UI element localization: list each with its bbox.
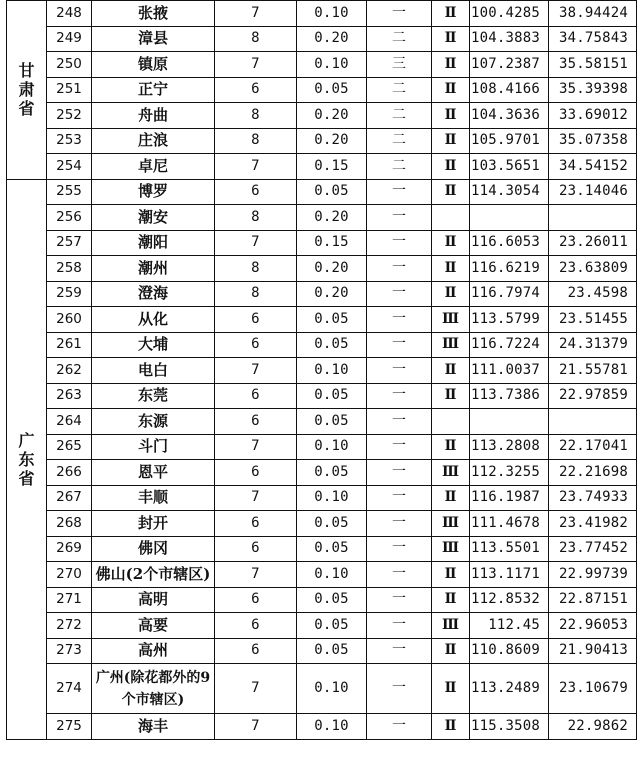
longitude: 113.1171 bbox=[470, 562, 549, 588]
row-number: 274 bbox=[47, 664, 92, 714]
design-group: 一 bbox=[367, 638, 432, 664]
table-row bbox=[7, 714, 637, 740]
design-group: 二 bbox=[367, 154, 432, 180]
row-number: 264 bbox=[47, 409, 92, 435]
latitude: 22.97859 bbox=[549, 383, 637, 409]
table-row bbox=[7, 128, 637, 154]
site-class: Ⅲ bbox=[432, 332, 470, 358]
table-row bbox=[7, 485, 637, 511]
design-acceleration: 0.05 bbox=[297, 383, 367, 409]
latitude: 35.58151 bbox=[549, 52, 637, 78]
row-number: 267 bbox=[47, 485, 92, 511]
table-row bbox=[7, 383, 637, 409]
city-name: 从化 bbox=[92, 307, 215, 333]
design-acceleration: 0.05 bbox=[297, 332, 367, 358]
design-group: 一 bbox=[367, 256, 432, 282]
seismic-intensity: 7 bbox=[215, 714, 297, 740]
table-row bbox=[7, 1, 637, 27]
row-number: 266 bbox=[47, 460, 92, 486]
design-acceleration: 0.05 bbox=[297, 511, 367, 537]
design-group: 一 bbox=[367, 205, 432, 231]
row-number: 275 bbox=[47, 714, 92, 740]
longitude: 116.6219 bbox=[470, 256, 549, 282]
table-row bbox=[7, 562, 637, 588]
latitude: 33.69012 bbox=[549, 103, 637, 129]
province-name bbox=[7, 1, 47, 180]
seismic-intensity: 6 bbox=[215, 536, 297, 562]
city-name: 广州(除花都外的9个市辖区) bbox=[92, 664, 215, 714]
site-class: Ⅱ bbox=[432, 154, 470, 180]
seismic-intensity: 7 bbox=[215, 358, 297, 384]
design-acceleration: 0.05 bbox=[297, 587, 367, 613]
row-number: 252 bbox=[47, 103, 92, 129]
latitude: 35.07358 bbox=[549, 128, 637, 154]
longitude: 110.8609 bbox=[470, 638, 549, 664]
table-row bbox=[7, 511, 637, 537]
seismic-intensity: 6 bbox=[215, 460, 297, 486]
city-name: 正宁 bbox=[92, 77, 215, 103]
design-acceleration: 0.20 bbox=[297, 128, 367, 154]
seismic-intensity: 6 bbox=[215, 638, 297, 664]
table-row bbox=[7, 664, 637, 714]
site-class: Ⅱ bbox=[432, 1, 470, 27]
province-name bbox=[7, 179, 47, 739]
row-number: 256 bbox=[47, 205, 92, 231]
city-name: 斗门 bbox=[92, 434, 215, 460]
row-number: 271 bbox=[47, 587, 92, 613]
row-number: 259 bbox=[47, 281, 92, 307]
design-acceleration: 0.10 bbox=[297, 485, 367, 511]
design-group: 二 bbox=[367, 26, 432, 52]
design-group: 一 bbox=[367, 587, 432, 613]
longitude: 113.7386 bbox=[470, 383, 549, 409]
row-number: 257 bbox=[47, 230, 92, 256]
design-acceleration: 0.10 bbox=[297, 1, 367, 27]
longitude: 104.3883 bbox=[470, 26, 549, 52]
city-name: 丰顺 bbox=[92, 485, 215, 511]
site-class: Ⅱ bbox=[432, 230, 470, 256]
province-label: 广东省 bbox=[18, 430, 35, 488]
city-name: 海丰 bbox=[92, 714, 215, 740]
design-acceleration: 0.05 bbox=[297, 536, 367, 562]
city-name: 东莞 bbox=[92, 383, 215, 409]
design-acceleration: 0.05 bbox=[297, 460, 367, 486]
design-group: 一 bbox=[367, 434, 432, 460]
table-row bbox=[7, 434, 637, 460]
design-acceleration: 0.05 bbox=[297, 179, 367, 205]
site-class: Ⅲ bbox=[432, 613, 470, 639]
site-class: Ⅱ bbox=[432, 179, 470, 205]
latitude: 22.21698 bbox=[549, 460, 637, 486]
longitude: 100.4285 bbox=[470, 1, 549, 27]
design-acceleration: 0.05 bbox=[297, 409, 367, 435]
row-number: 270 bbox=[47, 562, 92, 588]
seismic-intensity: 6 bbox=[215, 613, 297, 639]
latitude: 23.41982 bbox=[549, 511, 637, 537]
city-name: 潮安 bbox=[92, 205, 215, 231]
city-name: 封开 bbox=[92, 511, 215, 537]
design-group: 一 bbox=[367, 536, 432, 562]
row-number: 248 bbox=[47, 1, 92, 27]
design-group: 一 bbox=[367, 230, 432, 256]
latitude: 22.99739 bbox=[549, 562, 637, 588]
design-acceleration: 0.20 bbox=[297, 256, 367, 282]
longitude: 116.6053 bbox=[470, 230, 549, 256]
site-class: Ⅱ bbox=[432, 638, 470, 664]
table-row bbox=[7, 536, 637, 562]
design-group: 一 bbox=[367, 562, 432, 588]
table-row bbox=[7, 52, 637, 78]
latitude: 21.90413 bbox=[549, 638, 637, 664]
design-acceleration: 0.10 bbox=[297, 358, 367, 384]
design-group: 一 bbox=[367, 511, 432, 537]
latitude: 23.14046 bbox=[549, 179, 637, 205]
design-group: 一 bbox=[367, 460, 432, 486]
seismic-intensity: 6 bbox=[215, 332, 297, 358]
seismic-intensity: 7 bbox=[215, 485, 297, 511]
longitude: 103.5651 bbox=[470, 154, 549, 180]
table-row bbox=[7, 230, 637, 256]
site-class: Ⅱ bbox=[432, 562, 470, 588]
longitude bbox=[470, 205, 549, 231]
row-number: 262 bbox=[47, 358, 92, 384]
latitude: 24.31379 bbox=[549, 332, 637, 358]
seismic-intensity: 6 bbox=[215, 383, 297, 409]
site-class: Ⅱ bbox=[432, 383, 470, 409]
table-row bbox=[7, 358, 637, 384]
row-number: 260 bbox=[47, 307, 92, 333]
seismic-intensity: 6 bbox=[215, 77, 297, 103]
longitude: 112.45 bbox=[470, 613, 549, 639]
city-name: 漳县 bbox=[92, 26, 215, 52]
city-name: 潮阳 bbox=[92, 230, 215, 256]
latitude: 34.54152 bbox=[549, 154, 637, 180]
seismic-intensity: 6 bbox=[215, 587, 297, 613]
site-class: Ⅱ bbox=[432, 103, 470, 129]
table-row bbox=[7, 77, 637, 103]
row-number: 268 bbox=[47, 511, 92, 537]
design-group: 二 bbox=[367, 77, 432, 103]
latitude: 23.26011 bbox=[549, 230, 637, 256]
city-name: 卓尼 bbox=[92, 154, 215, 180]
row-number: 251 bbox=[47, 77, 92, 103]
city-name: 博罗 bbox=[92, 179, 215, 205]
site-class: Ⅱ bbox=[432, 256, 470, 282]
design-group: 一 bbox=[367, 485, 432, 511]
latitude: 23.77452 bbox=[549, 536, 637, 562]
longitude: 116.7224 bbox=[470, 332, 549, 358]
design-group: 一 bbox=[367, 179, 432, 205]
city-name: 佛冈 bbox=[92, 536, 215, 562]
site-class: Ⅱ bbox=[432, 587, 470, 613]
city-name: 电白 bbox=[92, 358, 215, 384]
city-name: 大埔 bbox=[92, 332, 215, 358]
seismic-intensity: 8 bbox=[215, 256, 297, 282]
table-row bbox=[7, 26, 637, 52]
seismic-intensity: 8 bbox=[215, 128, 297, 154]
city-name: 潮州 bbox=[92, 256, 215, 282]
seismic-intensity: 7 bbox=[215, 434, 297, 460]
longitude: 107.2387 bbox=[470, 52, 549, 78]
longitude: 105.9701 bbox=[470, 128, 549, 154]
row-number: 265 bbox=[47, 434, 92, 460]
longitude bbox=[470, 409, 549, 435]
row-number: 261 bbox=[47, 332, 92, 358]
table-row bbox=[7, 256, 637, 282]
city-name: 高州 bbox=[92, 638, 215, 664]
longitude: 112.8532 bbox=[470, 587, 549, 613]
longitude: 108.4166 bbox=[470, 77, 549, 103]
design-group: 三 bbox=[367, 52, 432, 78]
longitude: 112.3255 bbox=[470, 460, 549, 486]
seismic-intensity: 7 bbox=[215, 230, 297, 256]
city-name: 高明 bbox=[92, 587, 215, 613]
design-group: 一 bbox=[367, 664, 432, 714]
design-acceleration: 0.05 bbox=[297, 638, 367, 664]
seismic-intensity: 6 bbox=[215, 511, 297, 537]
longitude: 113.5501 bbox=[470, 536, 549, 562]
site-class: Ⅲ bbox=[432, 460, 470, 486]
site-class: Ⅱ bbox=[432, 77, 470, 103]
city-name: 庄浪 bbox=[92, 128, 215, 154]
seismic-intensity: 7 bbox=[215, 154, 297, 180]
design-group: 一 bbox=[367, 281, 432, 307]
design-acceleration: 0.10 bbox=[297, 562, 367, 588]
design-group: 一 bbox=[367, 307, 432, 333]
row-number: 258 bbox=[47, 256, 92, 282]
city-name: 张掖 bbox=[92, 1, 215, 27]
design-acceleration: 0.05 bbox=[297, 77, 367, 103]
table-row bbox=[7, 613, 637, 639]
longitude: 114.3054 bbox=[470, 179, 549, 205]
city-name: 东源 bbox=[92, 409, 215, 435]
table-row bbox=[7, 179, 637, 205]
latitude: 23.51455 bbox=[549, 307, 637, 333]
latitude: 22.87151 bbox=[549, 587, 637, 613]
row-number: 255 bbox=[47, 179, 92, 205]
longitude: 113.5799 bbox=[470, 307, 549, 333]
row-number: 263 bbox=[47, 383, 92, 409]
latitude: 23.74933 bbox=[549, 485, 637, 511]
latitude: 38.94424 bbox=[549, 1, 637, 27]
design-acceleration: 0.20 bbox=[297, 103, 367, 129]
seismic-parameter-table bbox=[6, 0, 637, 740]
longitude: 113.2808 bbox=[470, 434, 549, 460]
design-group: 一 bbox=[367, 332, 432, 358]
longitude: 111.4678 bbox=[470, 511, 549, 537]
latitude: 35.39398 bbox=[549, 77, 637, 103]
city-name: 佛山(2个市辖区) bbox=[92, 562, 215, 588]
design-group: 一 bbox=[367, 409, 432, 435]
table-row bbox=[7, 307, 637, 333]
table-row bbox=[7, 409, 637, 435]
city-name: 舟曲 bbox=[92, 103, 215, 129]
seismic-intensity: 8 bbox=[215, 281, 297, 307]
latitude: 23.10679 bbox=[549, 664, 637, 714]
seismic-intensity: 7 bbox=[215, 664, 297, 714]
seismic-intensity: 6 bbox=[215, 179, 297, 205]
design-acceleration: 0.10 bbox=[297, 714, 367, 740]
design-group: 一 bbox=[367, 383, 432, 409]
seismic-intensity: 7 bbox=[215, 562, 297, 588]
site-class: Ⅱ bbox=[432, 52, 470, 78]
longitude: 116.7974 bbox=[470, 281, 549, 307]
design-group: 二 bbox=[367, 103, 432, 129]
row-number: 254 bbox=[47, 154, 92, 180]
site-class: Ⅱ bbox=[432, 26, 470, 52]
row-number: 250 bbox=[47, 52, 92, 78]
table-row bbox=[7, 587, 637, 613]
row-number: 249 bbox=[47, 26, 92, 52]
table-row bbox=[7, 460, 637, 486]
row-number: 273 bbox=[47, 638, 92, 664]
table-row bbox=[7, 103, 637, 129]
seismic-intensity: 8 bbox=[215, 103, 297, 129]
site-class: Ⅱ bbox=[432, 485, 470, 511]
design-acceleration: 0.05 bbox=[297, 307, 367, 333]
design-group: 一 bbox=[367, 613, 432, 639]
latitude: 21.55781 bbox=[549, 358, 637, 384]
seismic-intensity: 6 bbox=[215, 307, 297, 333]
latitude: 34.75843 bbox=[549, 26, 637, 52]
site-class: Ⅱ bbox=[432, 714, 470, 740]
site-class: Ⅲ bbox=[432, 307, 470, 333]
table-row bbox=[7, 281, 637, 307]
design-acceleration: 0.15 bbox=[297, 154, 367, 180]
latitude bbox=[549, 205, 637, 231]
site-class: Ⅱ bbox=[432, 281, 470, 307]
latitude bbox=[549, 409, 637, 435]
site-class: Ⅱ bbox=[432, 664, 470, 714]
site-class: Ⅱ bbox=[432, 434, 470, 460]
row-number: 269 bbox=[47, 536, 92, 562]
city-name: 澄海 bbox=[92, 281, 215, 307]
design-acceleration: 0.10 bbox=[297, 434, 367, 460]
design-acceleration: 0.10 bbox=[297, 664, 367, 714]
seismic-intensity: 6 bbox=[215, 409, 297, 435]
design-group: 一 bbox=[367, 714, 432, 740]
latitude: 23.63809 bbox=[549, 256, 637, 282]
seismic-intensity: 8 bbox=[215, 26, 297, 52]
table-row bbox=[7, 638, 637, 664]
longitude: 104.3636 bbox=[470, 103, 549, 129]
design-group: 一 bbox=[367, 1, 432, 27]
site-class: Ⅲ bbox=[432, 511, 470, 537]
design-group: 二 bbox=[367, 128, 432, 154]
row-number: 272 bbox=[47, 613, 92, 639]
site-class: Ⅱ bbox=[432, 358, 470, 384]
design-acceleration: 0.20 bbox=[297, 26, 367, 52]
longitude: 113.2489 bbox=[470, 664, 549, 714]
longitude: 111.0037 bbox=[470, 358, 549, 384]
site-class: Ⅱ bbox=[432, 128, 470, 154]
design-group: 一 bbox=[367, 358, 432, 384]
design-acceleration: 0.20 bbox=[297, 281, 367, 307]
seismic-intensity: 7 bbox=[215, 52, 297, 78]
design-acceleration: 0.15 bbox=[297, 230, 367, 256]
longitude: 115.3508 bbox=[470, 714, 549, 740]
city-name: 高要 bbox=[92, 613, 215, 639]
seismic-intensity: 8 bbox=[215, 205, 297, 231]
latitude: 22.9862 bbox=[549, 714, 637, 740]
site-class bbox=[432, 205, 470, 231]
table-row bbox=[7, 205, 637, 231]
latitude: 23.4598 bbox=[549, 281, 637, 307]
table-row bbox=[7, 154, 637, 180]
design-acceleration: 0.20 bbox=[297, 205, 367, 231]
row-number: 253 bbox=[47, 128, 92, 154]
city-name: 镇原 bbox=[92, 52, 215, 78]
design-acceleration: 0.05 bbox=[297, 613, 367, 639]
design-acceleration: 0.10 bbox=[297, 52, 367, 78]
site-class: Ⅲ bbox=[432, 536, 470, 562]
seismic-intensity: 7 bbox=[215, 1, 297, 27]
table-row bbox=[7, 332, 637, 358]
latitude: 22.17041 bbox=[549, 434, 637, 460]
site-class bbox=[432, 409, 470, 435]
province-label: 甘肃省 bbox=[18, 61, 35, 119]
longitude: 116.1987 bbox=[470, 485, 549, 511]
city-name: 恩平 bbox=[92, 460, 215, 486]
latitude: 22.96053 bbox=[549, 613, 637, 639]
